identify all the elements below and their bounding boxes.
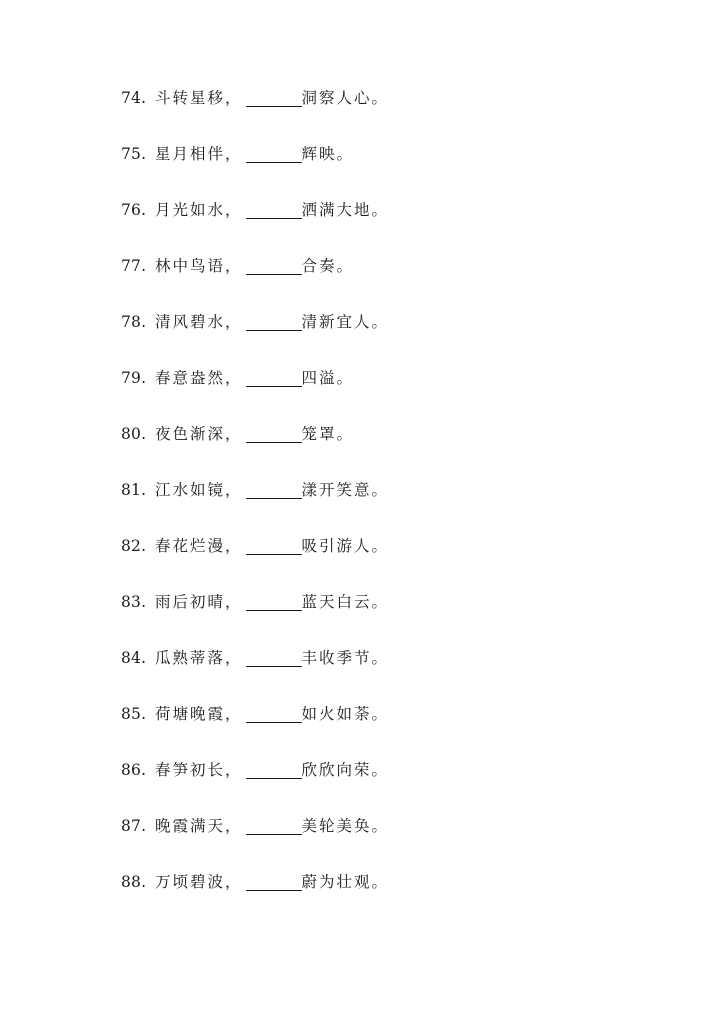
item-ending: 蔚为壮观。 — [301, 873, 390, 891]
fill-in-blank — [246, 385, 302, 387]
item-ending: 洞察人心。 — [301, 89, 390, 107]
item-ending: 吸引游人。 — [301, 537, 390, 555]
item-number: 75. — [121, 145, 147, 163]
item-number: 79. — [121, 369, 147, 387]
fill-in-blank — [246, 777, 302, 779]
item-phrase: 春花烂漫， — [155, 537, 243, 555]
fill-in-blank — [246, 273, 302, 275]
item-ending: 清新宜人。 — [301, 313, 390, 331]
item-number: 84. — [121, 649, 147, 667]
item-phrase: 雨后初晴， — [155, 593, 243, 611]
item-number: 88. — [121, 873, 147, 891]
item-number: 83. — [121, 593, 147, 611]
list-item — [121, 142, 354, 166]
list-item — [121, 814, 389, 838]
item-number: 74. — [121, 89, 147, 107]
list-item — [121, 534, 389, 558]
item-phrase: 夜色渐深， — [155, 425, 243, 443]
fill-in-blank — [246, 217, 302, 219]
item-ending: 合奏。 — [301, 257, 355, 275]
fill-in-blank — [246, 833, 302, 835]
item-phrase: 春意盎然， — [155, 369, 243, 387]
item-number: 85. — [121, 705, 147, 723]
fill-in-blank — [246, 441, 302, 443]
item-number: 76. — [121, 201, 147, 219]
item-number: 82. — [121, 537, 147, 555]
list-item — [121, 310, 389, 334]
item-phrase: 晚霞满天， — [155, 817, 243, 835]
fill-in-blank — [246, 105, 302, 107]
list-item — [121, 422, 354, 446]
list-item — [121, 702, 389, 726]
list-item — [121, 870, 389, 894]
fill-in-blank — [246, 609, 302, 611]
list-item — [121, 198, 389, 222]
item-ending: 洒满大地。 — [301, 201, 390, 219]
list-item — [121, 646, 389, 670]
item-number: 80. — [121, 425, 147, 443]
item-ending: 丰收季节。 — [301, 649, 390, 667]
item-phrase: 荷塘晚霞， — [155, 705, 243, 723]
item-phrase: 林中鸟语， — [155, 257, 243, 275]
fill-in-blank — [246, 889, 302, 891]
list-item — [121, 86, 389, 110]
fill-in-blank — [246, 665, 302, 667]
item-ending: 欣欣向荣。 — [301, 761, 390, 779]
item-ending: 美轮美奂。 — [301, 817, 390, 835]
item-phrase: 月光如水， — [155, 201, 243, 219]
item-ending: 笼罩。 — [301, 425, 355, 443]
item-ending: 如火如荼。 — [301, 705, 390, 723]
list-item — [121, 254, 354, 278]
item-phrase: 清风碧水， — [155, 313, 243, 331]
fill-in-blank — [246, 553, 302, 555]
list-item — [121, 758, 389, 782]
fill-in-blank — [246, 161, 302, 163]
item-ending: 四溢。 — [301, 369, 355, 387]
item-number: 87. — [121, 817, 147, 835]
fill-in-blank — [246, 721, 302, 723]
item-phrase: 万顷碧波， — [155, 873, 243, 891]
fill-in-blank — [246, 497, 302, 499]
item-number: 78. — [121, 313, 147, 331]
fill-in-blank — [246, 329, 302, 331]
item-number: 86. — [121, 761, 147, 779]
item-phrase: 星月相伴， — [155, 145, 243, 163]
item-phrase: 瓜熟蒂落， — [155, 649, 243, 667]
item-phrase: 斗转星移， — [155, 89, 243, 107]
item-ending: 蓝天白云。 — [301, 593, 390, 611]
item-number: 81. — [121, 481, 147, 499]
list-item — [121, 590, 389, 614]
item-phrase: 江水如镜， — [155, 481, 243, 499]
item-ending: 辉映。 — [301, 145, 355, 163]
list-item — [121, 478, 389, 502]
item-phrase: 春笋初长， — [155, 761, 243, 779]
item-ending: 漾开笑意。 — [301, 481, 390, 499]
list-item — [121, 366, 354, 390]
item-number: 77. — [121, 257, 147, 275]
